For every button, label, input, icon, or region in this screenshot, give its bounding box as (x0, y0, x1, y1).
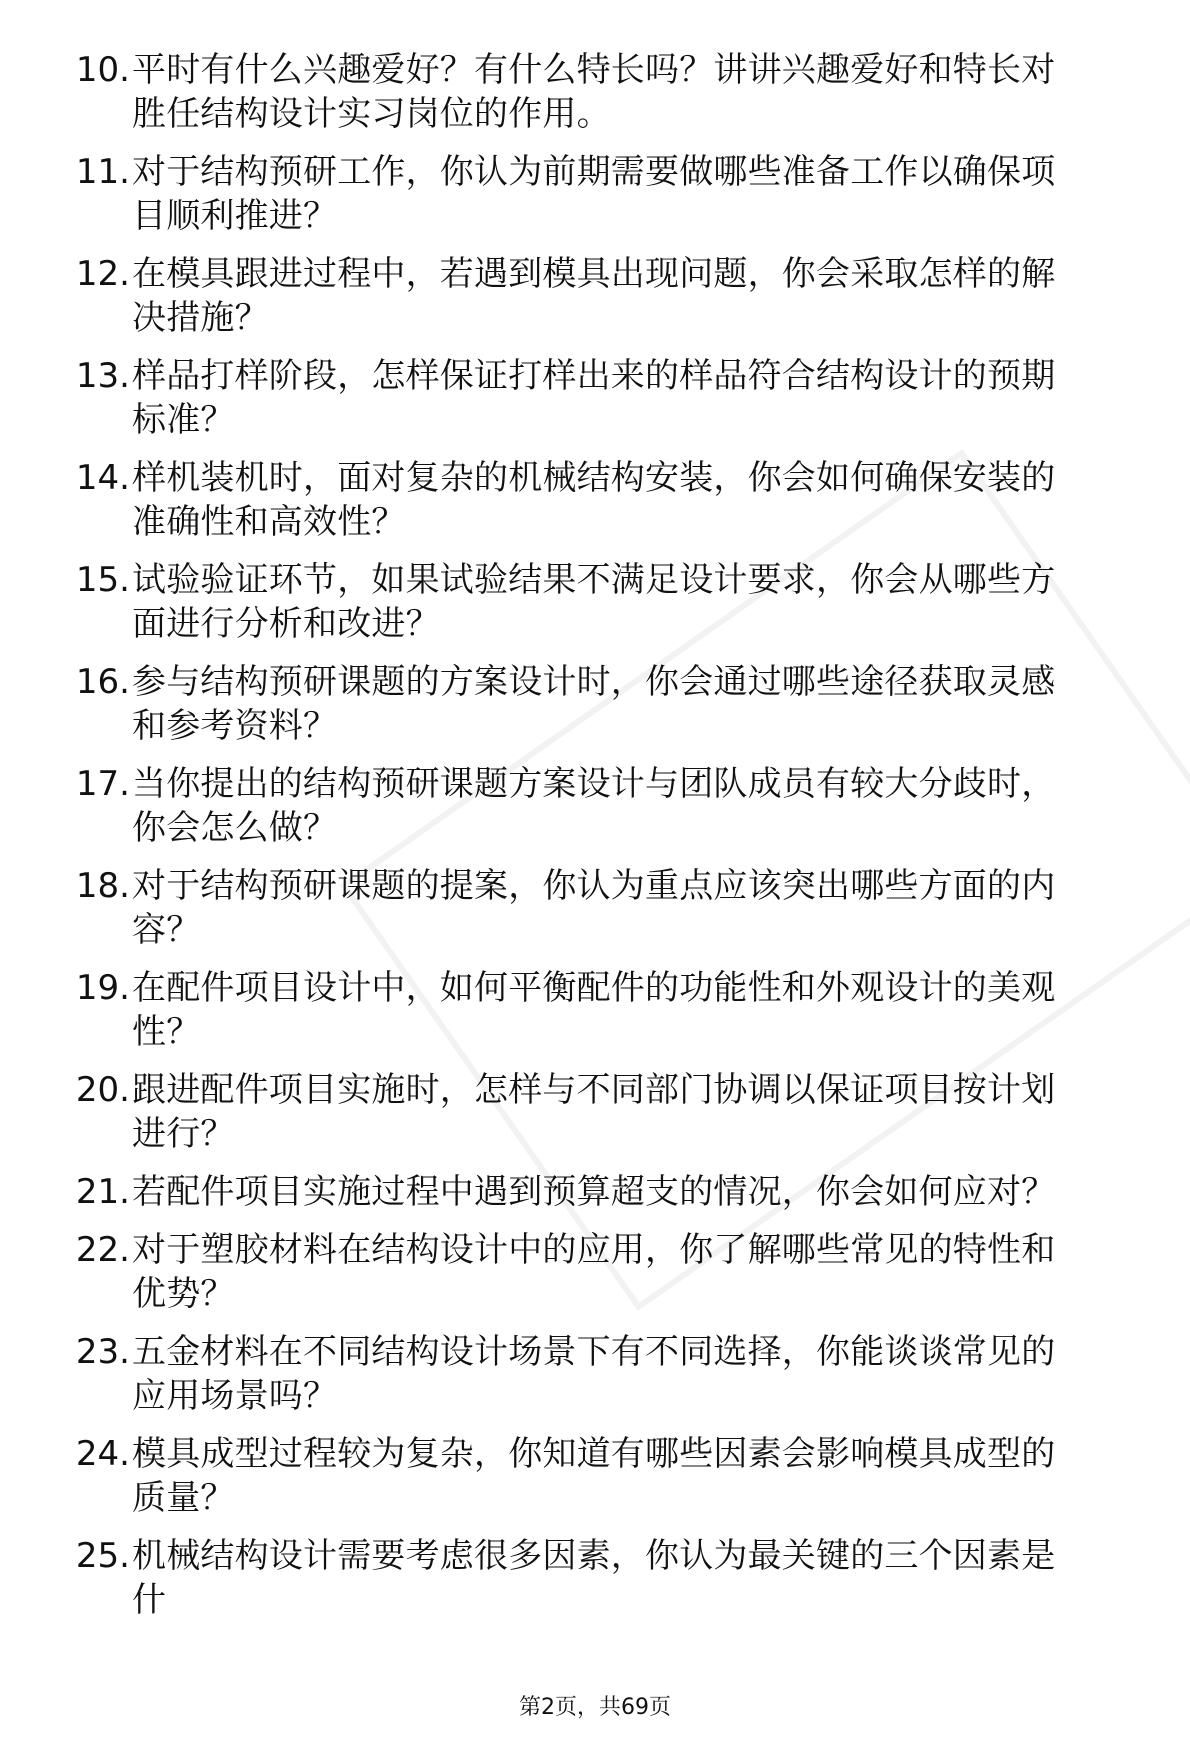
question-number: 11. (75, 152, 130, 192)
question-text: 若配件项目实施过程中遇到预算超支的情况，你会如何应对？ (132, 1172, 1056, 1212)
question-text: 样机装机时，面对复杂的机械结构安装，你会如何确保安装的准确性和高效性？ (132, 458, 1056, 542)
question-item-25 (0, 1534, 1190, 1622)
question-number: 14. (75, 458, 130, 498)
question-text: 对于结构预研工作，你认为前期需要做哪些准备工作以确保项目顺利推进？ (132, 152, 1056, 236)
question-text: 平时有什么兴趣爱好？有什么特长吗？讲讲兴趣爱好和特长对胜任结构设计实习岗位的作用。 (132, 50, 1056, 134)
question-item-21 (0, 1170, 1190, 1214)
question-item-11 (0, 150, 1190, 238)
question-item-24 (0, 1432, 1190, 1520)
question-item-15 (0, 558, 1190, 646)
question-text: 对于结构预研课题的提案，你认为重点应该突出哪些方面的内容？ (132, 866, 1056, 950)
question-number: 19. (75, 968, 130, 1008)
question-number: 10. (75, 50, 130, 90)
question-item-19 (0, 966, 1190, 1054)
question-number: 25. (75, 1536, 130, 1576)
question-item-17 (0, 762, 1190, 850)
question-item-16 (0, 660, 1190, 748)
question-text: 跟进配件项目实施时，怎样与不同部门协调以保证项目按计划进行？ (132, 1070, 1056, 1154)
question-item-13 (0, 354, 1190, 442)
question-text: 对于塑胶材料在结构设计中的应用，你了解哪些常见的特性和优势？ (132, 1230, 1056, 1314)
question-text: 机械结构设计需要考虑很多因素，你认为最关键的三个因素是什 (132, 1536, 1056, 1620)
question-number: 21. (75, 1172, 130, 1212)
question-text: 样品打样阶段，怎样保证打样出来的样品符合结构设计的预期标准？ (132, 356, 1056, 440)
question-list (0, 48, 1190, 1622)
question-number: 23. (75, 1332, 130, 1372)
question-text: 在模具跟进过程中，若遇到模具出现问题，你会采取怎样的解决措施？ (132, 254, 1056, 338)
question-number: 24. (75, 1434, 130, 1474)
question-text: 当你提出的结构预研课题方案设计与团队成员有较大分歧时，你会怎么做？ (132, 764, 1056, 848)
question-item-12 (0, 252, 1190, 340)
question-number: 13. (75, 356, 130, 396)
question-item-22 (0, 1228, 1190, 1316)
question-text: 参与结构预研课题的方案设计时，你会通过哪些途径获取灵感和参考资料？ (132, 662, 1056, 746)
question-text: 模具成型过程较为复杂，你知道有哪些因素会影响模具成型的质量？ (132, 1434, 1056, 1518)
question-item-10 (0, 48, 1190, 136)
page-footer: 第2页，共69页 (519, 1695, 671, 1720)
question-item-14 (0, 456, 1190, 544)
question-number: 16. (75, 662, 130, 702)
question-number: 22. (75, 1230, 130, 1270)
question-item-23 (0, 1330, 1190, 1418)
question-text: 五金材料在不同结构设计场景下有不同选择，你能谈谈常见的应用场景吗？ (132, 1332, 1056, 1416)
question-text: 在配件项目设计中，如何平衡配件的功能性和外观设计的美观性？ (132, 968, 1056, 1052)
question-text: 试验验证环节，如果试验结果不满足设计要求，你会从哪些方面进行分析和改进？ (132, 560, 1056, 644)
question-number: 15. (75, 560, 130, 600)
question-number: 17. (75, 764, 130, 804)
question-item-18 (0, 864, 1190, 952)
question-number: 12. (75, 254, 130, 294)
question-number: 18. (75, 866, 130, 906)
question-item-20 (0, 1068, 1190, 1156)
question-number: 20. (75, 1070, 130, 1110)
